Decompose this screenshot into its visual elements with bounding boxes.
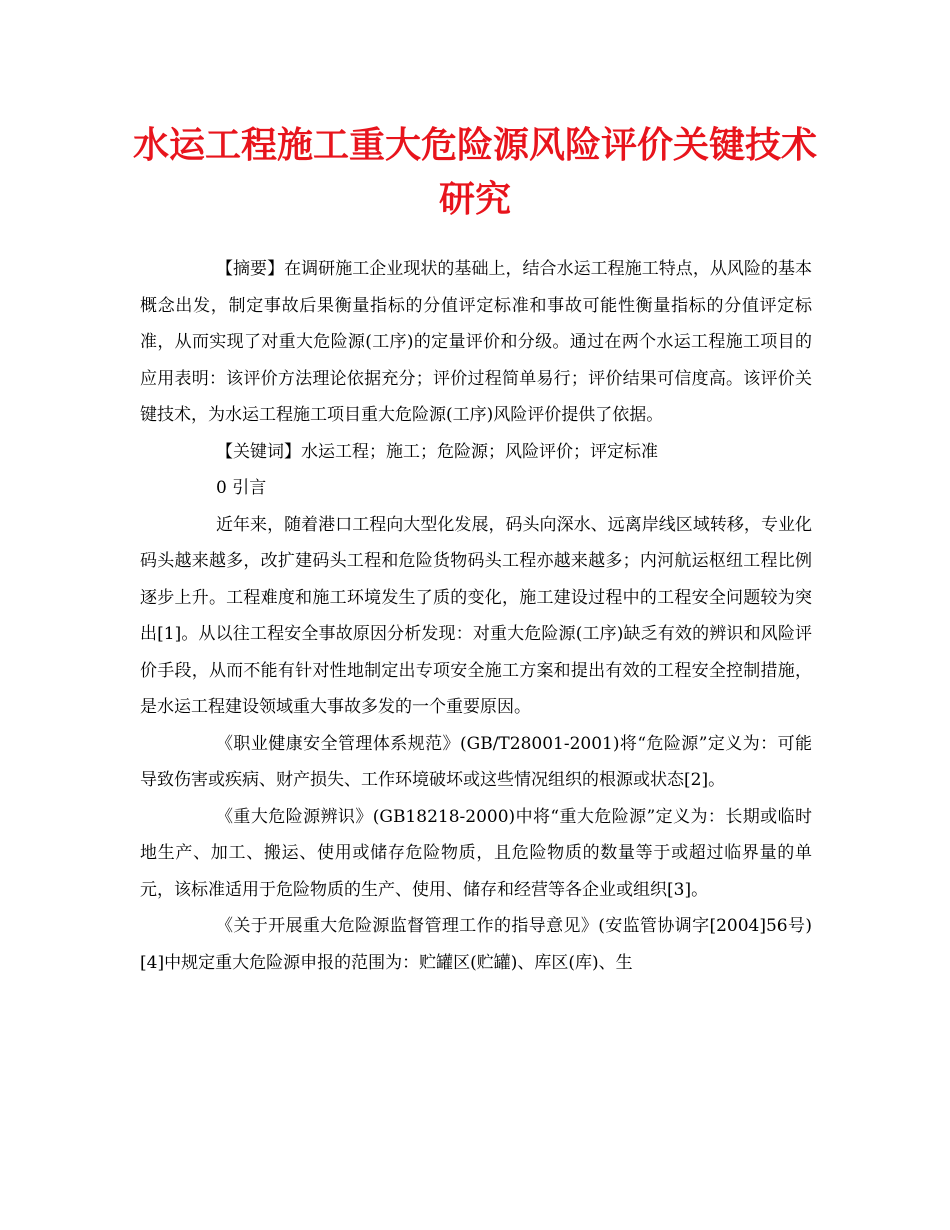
document-body [140, 251, 812, 981]
body-paragraph: 《职业健康安全管理体系规范》(GB/T28001-2001)将“危险源”定义为：可能导致伤害或疾病、财产损失、工作环境破坏或这些情况组织的根源或状态[2]。 [140, 733, 812, 790]
title-line-1: 水运工程施工重大危险源风险评价关键技术 [132, 124, 817, 166]
document-title [120, 118, 830, 226]
title-line-2: 研究 [438, 178, 511, 220]
body-paragraph: 《关于开展重大危险源监督管理工作的指导意见》(安监管协调字[2004]56号)[4]中规定重大危险源申报的范围为：贮罐区(贮罐)、库区(库)、生 [140, 916, 812, 973]
body-paragraph: 《重大危险源辨识》(GB18218-2000)中将“重大危险源”定义为：长期或临时地生产、加工、搬运、使用或储存危险物质，且危险物质的数量等于或超过临界量的单元，该标准适用于危险物质的生产、使用、储存和经营等各企业或组织[3]。 [140, 806, 812, 900]
keywords-paragraph: 【关键词】水运工程；施工；危险源；风险评价；评定标准 [216, 441, 658, 462]
abstract-paragraph: 【摘要】在调研施工企业现状的基础上，结合水运工程施工特点，从风险的基本概念出发，制定事故后果衡量指标的分值评定标准和事故可能性衡量指标的分值评定标准，从而实现了对重大危险源(工序)的定量评价和分级。通过在两个水运工程施工项目的应用表明：该评价方法理论依据充分；评价过程简单易行；评价结果可信度高。该评价关键技术，为水运工程施工项目重大危险源(工序)风险评价提供了依据。 [140, 259, 812, 425]
section-heading-introduction: 0 引言 [216, 478, 267, 498]
body-paragraph: 近年来，随着港口工程向大型化发展，码头向深水、远离岸线区域转移，专业化码头越来越多，改扩建码头工程和危险货物码头工程亦越来越多；内河航运枢纽工程比例逐步上升。工程难度和施工环境发生了质的变化，施工建设过程中的工程安全问题较为突出[1]。从以往工程安全事故原因分析发现：对重大危险源(工序)缺乏有效的辨识和风险评价手段，从而不能有针对性地制定出专项安全施工方案和提出有效的工程安全控制措施，是水运工程建设领域重大事故多发的一个重要原因。 [140, 514, 812, 717]
